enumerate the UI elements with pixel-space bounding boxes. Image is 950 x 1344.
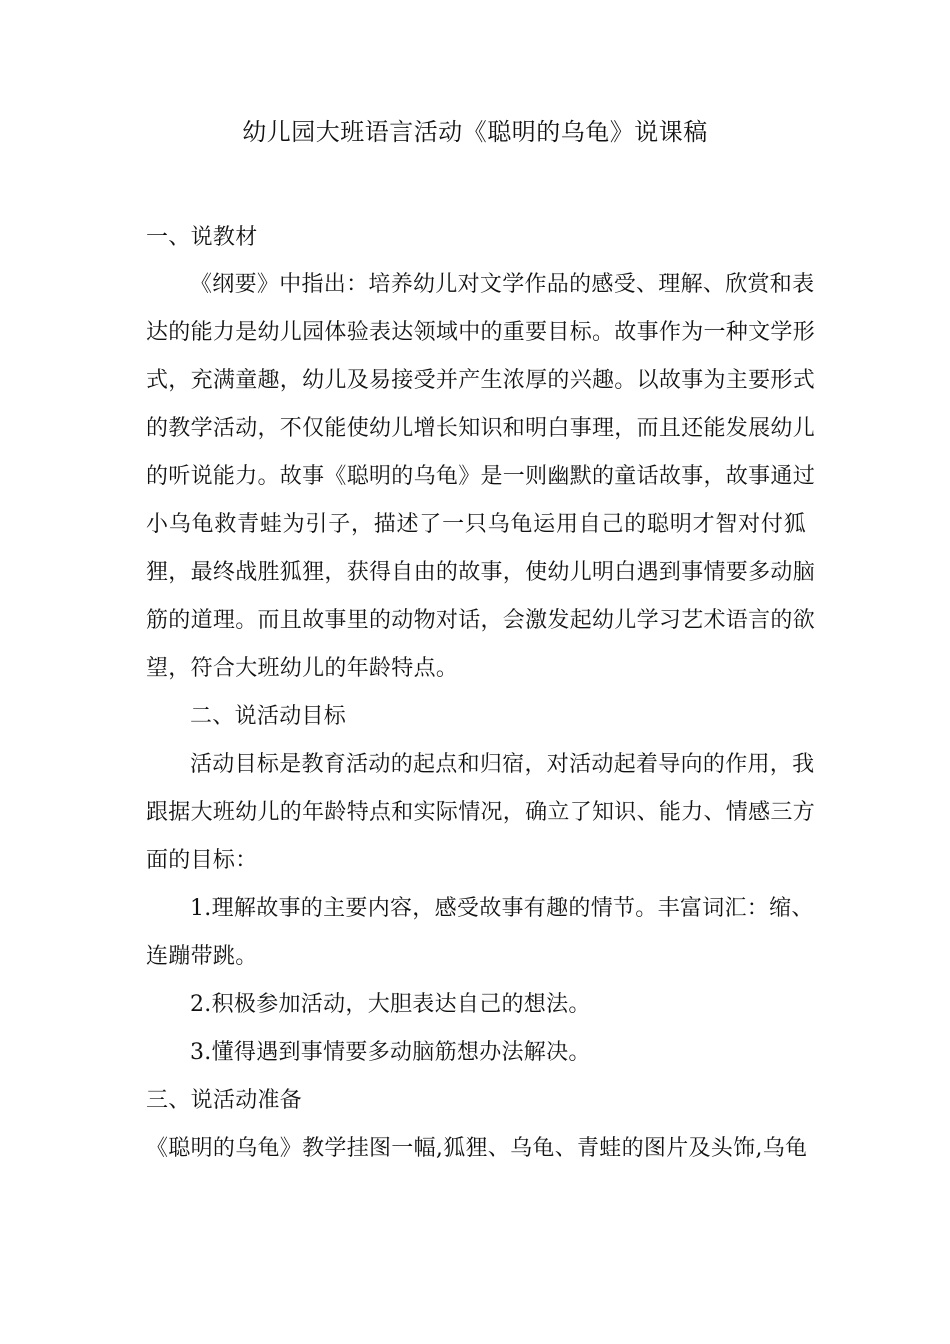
paragraph-line: 达的能力是幼儿园体验表达领域中的重要目标。故事作为一种文学形: [146, 320, 816, 345]
section-heading-activity-goals: 二、说活动目标: [190, 704, 347, 729]
paragraph-line: 的教学活动，不仅能使幼儿增长知识和明白事理，而且还能发展幼儿: [146, 416, 816, 441]
section-heading-activity-preparation: 三、说活动准备: [146, 1088, 303, 1113]
goal-item: 3.懂得遇到事情要多动脑筋想办法解决。: [190, 1040, 591, 1065]
goal-item: 2.积极参加活动，大胆表达自己的想法。: [190, 992, 591, 1017]
paragraph-line: 筋的道理。而且故事里的动物对话，会激发起幼儿学习艺术语言的欲: [146, 608, 816, 633]
paragraph-line: 式，充满童趣，幼儿及易接受并产生浓厚的兴趣。以故事为主要形式: [146, 368, 816, 393]
paragraph-line: 小乌龟救青蛙为引子，描述了一只乌龟运用自己的聪明才智对付狐: [146, 512, 806, 537]
paragraph-line: 望，符合大班幼儿的年龄特点。: [146, 656, 459, 681]
paragraph-line: 跟据大班幼儿的年龄特点和实际情况，确立了知识、能力、情感三方: [146, 800, 816, 825]
paragraph-line: 《聪明的乌龟》教学挂图一幅,狐狸、乌龟、青蛙的图片及头饰,乌龟: [146, 1136, 808, 1161]
paragraph-line: 活动目标是教育活动的起点和归宿，对活动起着导向的作用，我: [190, 752, 815, 777]
paragraph-line: 面的目标：: [146, 848, 258, 873]
paragraph-line: 狸，最终战胜狐狸，获得自由的故事，使幼儿明白遇到事情要多动脑: [146, 560, 816, 585]
section-heading-teaching-material: 一、说教材: [146, 225, 258, 250]
document-title: 幼儿园大班语言活动《聪明的乌龟》说课稿: [242, 118, 708, 146]
goal-item: 1.理解故事的主要内容，感受故事有趣的情节。丰富词汇：缩、: [190, 896, 814, 921]
paragraph-line: 的听说能力。故事《聪明的乌龟》是一则幽默的童话故事，故事通过: [146, 464, 816, 489]
paragraph-line: 《纲要》中指出：培养幼儿对文学作品的感受、理解、欣赏和表: [190, 272, 815, 297]
goal-item-continuation: 连蹦带跳。: [146, 944, 258, 969]
